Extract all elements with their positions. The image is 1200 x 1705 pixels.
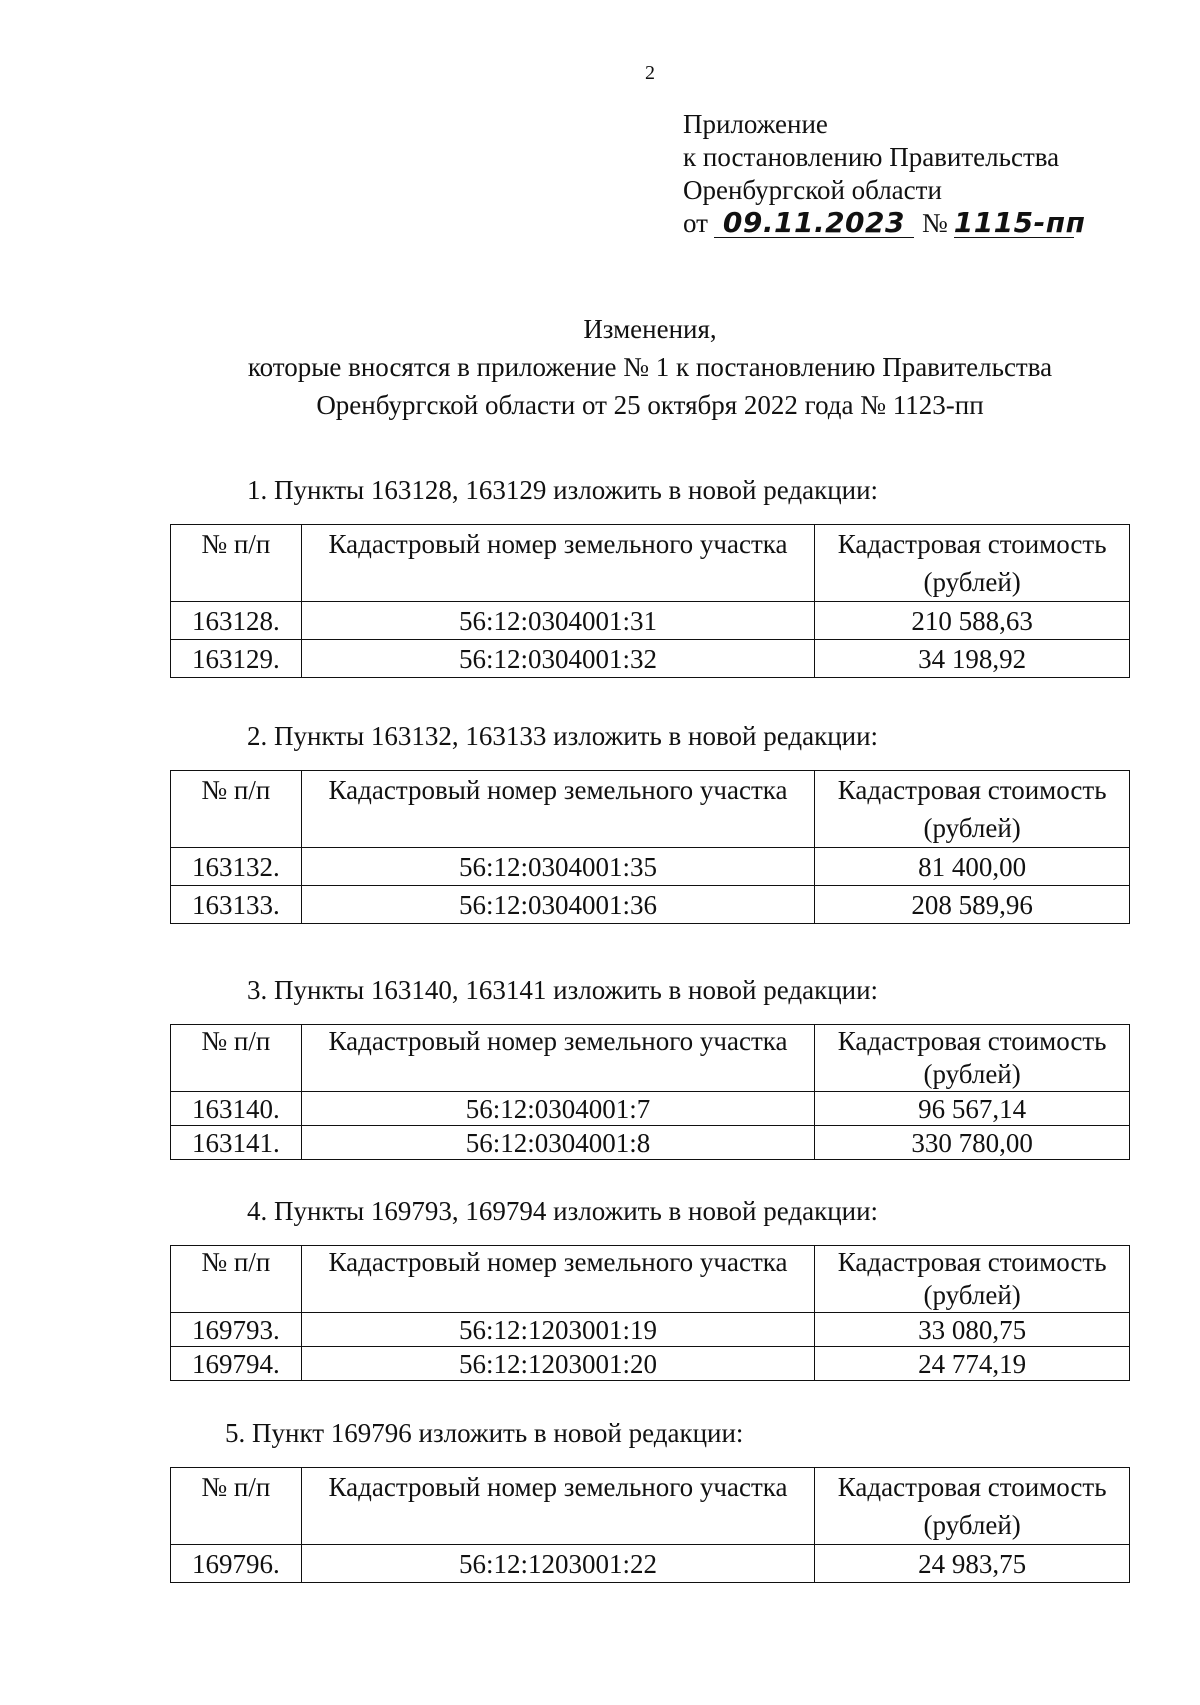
row-number: 169796. <box>171 1545 302 1583</box>
header-number: № п/п <box>171 1246 302 1313</box>
header-cadastral-value <box>815 1468 1130 1545</box>
row-cadastral-number: 56:12:0304001:8 <box>301 1126 815 1160</box>
header-cadastral-value <box>815 1025 1130 1092</box>
section-5 <box>170 1417 1130 1583</box>
header-value-line-2: (рублей) <box>923 567 1021 597</box>
header-cadastral-number: Кадастровый номер земельного участка <box>301 771 815 848</box>
row-cadastral-number: 56:12:0304001:35 <box>301 848 815 886</box>
section-title: 3. Пункты 163140, 163141 изложить в новой редакции: <box>247 975 879 1005</box>
cadastral-table <box>170 1467 1130 1583</box>
row-cadastral-value: 34 198,92 <box>815 640 1130 678</box>
header-value-line-2: (рублей) <box>923 813 1021 843</box>
heading-line-3: Оренбургской области от 25 октября 2022 года № 1123-пп <box>316 390 984 420</box>
section-2 <box>170 720 1130 924</box>
appendix-line-2: к постановлению Правительства <box>683 142 1060 172</box>
row-cadastral-value: 96 567,14 <box>815 1092 1130 1126</box>
cadastral-table <box>170 1245 1130 1381</box>
header-cadastral-value <box>815 525 1130 602</box>
section-title: 2. Пункты 163132, 163133 изложить в новой редакции: <box>247 721 879 751</box>
table-header-row <box>171 525 1130 602</box>
table-header-row <box>171 1468 1130 1545</box>
handwritten-date: 09.11.2023 <box>714 209 914 238</box>
handwritten-number: 1115-пп <box>953 206 1086 239</box>
table-row <box>171 1347 1130 1381</box>
cadastral-table <box>170 524 1130 678</box>
row-cadastral-number: 56:12:1203001:19 <box>301 1313 815 1347</box>
header-number: № п/п <box>171 525 302 602</box>
appendix-line-1: Приложение <box>683 109 828 139</box>
document-heading <box>0 310 1200 424</box>
header-value-line-1: Кадастровая стоимость <box>837 1026 1107 1056</box>
row-number: 163128. <box>171 602 302 640</box>
header-value-line-1: Кадастровая стоимость <box>837 775 1107 805</box>
table-row <box>171 1092 1130 1126</box>
table-header-row <box>171 1246 1130 1313</box>
header-value-line-1: Кадастровая стоимость <box>837 1472 1107 1502</box>
number-label: № <box>921 208 948 238</box>
table-row <box>171 602 1130 640</box>
header-value-line-2: (рублей) <box>923 1280 1021 1310</box>
row-cadastral-value: 24 774,19 <box>815 1347 1130 1381</box>
section-title: 5. Пункт 169796 изложить в новой редакции: <box>225 1418 744 1448</box>
header-value-line-1: Кадастровая стоимость <box>837 1247 1107 1277</box>
row-cadastral-number: 56:12:0304001:31 <box>301 602 815 640</box>
row-number: 163133. <box>171 886 302 924</box>
table-header-row <box>171 771 1130 848</box>
row-cadastral-number: 56:12:0304001:7 <box>301 1092 815 1126</box>
row-number: 169793. <box>171 1313 302 1347</box>
table-row <box>171 1313 1130 1347</box>
header-cadastral-number: Кадастровый номер земельного участка <box>301 1468 815 1545</box>
header-value-line-2: (рублей) <box>923 1059 1021 1089</box>
row-cadastral-number: 56:12:1203001:20 <box>301 1347 815 1381</box>
header-value-line-1: Кадастровая стоимость <box>837 529 1107 559</box>
header-number: № п/п <box>171 771 302 848</box>
header-cadastral-value <box>815 1246 1130 1313</box>
section-title: 1. Пункты 163128, 163129 изложить в новой редакции: <box>247 475 879 505</box>
cadastral-table <box>170 770 1130 924</box>
row-cadastral-value: 210 588,63 <box>815 602 1130 640</box>
row-cadastral-value: 208 589,96 <box>815 886 1130 924</box>
appendix-block <box>683 108 1086 240</box>
header-number: № п/п <box>171 1468 302 1545</box>
cadastral-table <box>170 1024 1130 1160</box>
row-number: 163141. <box>171 1126 302 1160</box>
appendix-date-line <box>683 206 1086 240</box>
section-1 <box>170 474 1130 678</box>
table-row <box>171 1126 1130 1160</box>
header-cadastral-value <box>815 771 1130 848</box>
row-number: 169794. <box>171 1347 302 1381</box>
table-row <box>171 886 1130 924</box>
table-row <box>171 848 1130 886</box>
section-title: 4. Пункты 169793, 169794 изложить в новой редакции: <box>247 1196 879 1226</box>
row-cadastral-value: 81 400,00 <box>815 848 1130 886</box>
page-number: 2 <box>645 62 655 84</box>
table-row <box>171 1545 1130 1583</box>
appendix-line-3: Оренбургской области <box>683 175 942 205</box>
row-number: 163129. <box>171 640 302 678</box>
row-cadastral-number: 56:12:0304001:36 <box>301 886 815 924</box>
table-row <box>171 640 1130 678</box>
heading-line-1: Изменения, <box>583 314 717 344</box>
header-number: № п/п <box>171 1025 302 1092</box>
row-cadastral-number: 56:12:1203001:22 <box>301 1545 815 1583</box>
section-4 <box>170 1195 1130 1381</box>
row-cadastral-value: 33 080,75 <box>815 1313 1130 1347</box>
from-label: от <box>683 208 708 238</box>
section-3 <box>170 974 1130 1160</box>
row-cadastral-value: 330 780,00 <box>815 1126 1130 1160</box>
row-number: 163132. <box>171 848 302 886</box>
heading-line-2: которые вносятся в приложение № 1 к постановлению Правительства <box>247 352 1053 382</box>
header-cadastral-number: Кадастровый номер земельного участка <box>301 1246 815 1313</box>
header-value-line-2: (рублей) <box>923 1510 1021 1540</box>
table-header-row <box>171 1025 1130 1092</box>
header-cadastral-number: Кадастровый номер земельного участка <box>301 525 815 602</box>
row-cadastral-number: 56:12:0304001:32 <box>301 640 815 678</box>
row-cadastral-value: 24 983,75 <box>815 1545 1130 1583</box>
header-cadastral-number: Кадастровый номер земельного участка <box>301 1025 815 1092</box>
row-number: 163140. <box>171 1092 302 1126</box>
